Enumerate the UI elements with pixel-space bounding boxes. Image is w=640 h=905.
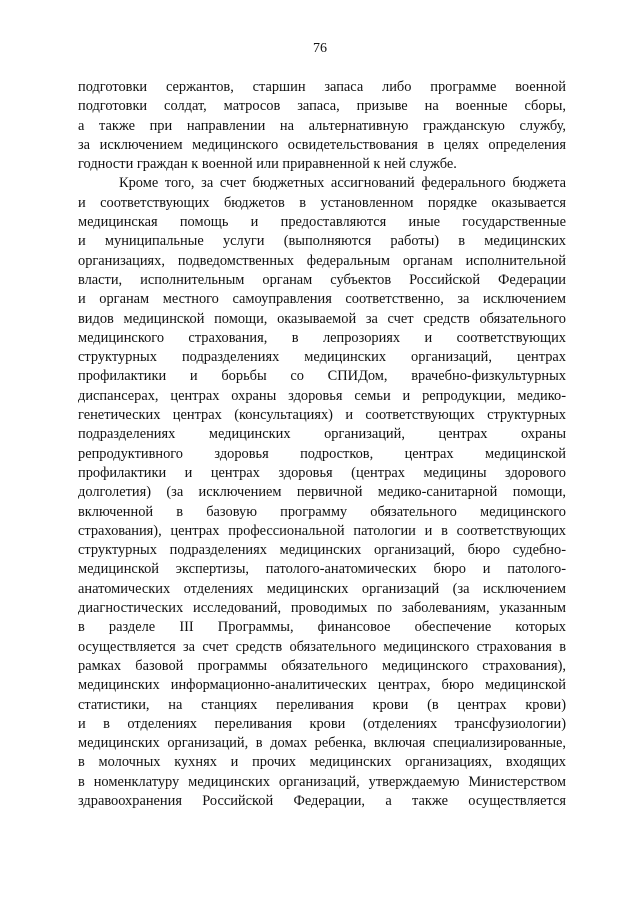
text-line: за исключением медицинского освидетельствования в целях определения xyxy=(78,136,566,153)
text-line: и в отделениях переливания крови (отделениях трансфузиологии) xyxy=(78,715,566,732)
text-line: медицинского страхования, в лепрозориях и соответствующих xyxy=(78,329,566,346)
text-line: профилактики и центрах здоровья (центрах медицины здорового xyxy=(78,464,566,481)
text-line: анатомических отделениях медицинских организаций (за исключением xyxy=(78,580,566,597)
text-line: в номенклатуру медицинских организаций, утверждаемую Министерством xyxy=(78,773,566,790)
text-line: генетических центрах (консультациях) и соответствующих структурных xyxy=(78,407,566,424)
text-line: структурных подразделениях медицинских организаций, бюро судебно- xyxy=(78,542,566,559)
text-line: подготовки солдат, матросов запаса, призыве на военные сборы, xyxy=(78,98,566,115)
text-line: медицинской экспертизы, патолого-анатомических бюро и патолого- xyxy=(78,561,566,578)
text-line: медицинских организаций, в домах ребенка, включая специализированные, xyxy=(78,735,566,752)
text-line: включенной в базовую программу обязательного медицинского xyxy=(78,503,566,520)
text-line: медицинская помощь и предоставляются иные государственные xyxy=(78,214,566,231)
text-line: и соответствующих бюджетов в установленном порядке оказывается xyxy=(78,194,566,211)
document-body xyxy=(78,78,566,811)
text-line: статистики, на станциях переливания крови (в центрах крови) xyxy=(78,696,566,713)
text-line: Кроме того, за счет бюджетных ассигнований федерального бюджета xyxy=(119,175,566,192)
text-line: в молочных кухнях и прочих медицинских организациях, входящих xyxy=(78,754,566,771)
text-line: рамках базовой программы обязательного медицинского страхования), xyxy=(78,657,566,674)
text-line: и муниципальные услуги (выполняются работы) в медицинских xyxy=(78,233,566,250)
text-line: в разделе III Программы, финансовое обеспечение которых xyxy=(78,619,566,636)
text-line: долголетия) (за исключением первичной медико-санитарной помощи, xyxy=(78,484,566,501)
text-line: а также при направлении на альтернативную гражданскую службу, xyxy=(78,117,566,134)
text-line: подразделениях медицинских организаций, центрах охраны xyxy=(78,426,566,443)
text-line: власти, исполнительным органам субъектов Российской Федерации xyxy=(78,271,566,288)
text-line: страхования), центрах профессиональной патологии и в соответствующих xyxy=(78,522,566,539)
text-line: диспансерах, центрах охраны здоровья семьи и репродукции, медико- xyxy=(78,387,566,404)
text-line: годности граждан к военной или приравненной к ней службе. xyxy=(78,156,457,173)
text-line: и органам местного самоуправления соответственно, за исключением xyxy=(78,291,566,308)
text-line: репродуктивного здоровья подростков, центрах медицинской xyxy=(78,445,566,462)
text-line: организациях, подведомственных федеральным органам исполнительной xyxy=(78,252,566,269)
page-number: 76 xyxy=(313,41,327,56)
text-line: осуществляется за счет средств обязательного медицинского страхования в xyxy=(78,638,566,655)
text-line: подготовки сержантов, старшин запаса либо программе военной xyxy=(78,79,566,95)
text-line: диагностических исследований, проводимых по заболеваниям, указанным xyxy=(78,600,566,617)
text-line: медицинских информационно-аналитических центрах, бюро медицинской xyxy=(78,677,566,694)
text-line: видов медицинской помощи, оказываемой за счет средств обязательного xyxy=(78,310,566,327)
text-line: структурных подразделениях медицинских организаций, центрах xyxy=(78,349,566,366)
text-line: профилактики и борьбы со СПИДом, врачебно-физкультурных xyxy=(78,368,566,385)
paragraph xyxy=(78,78,566,174)
paragraph xyxy=(78,174,566,811)
text-line: здравоохранения Российской Федерации, а также осуществляется xyxy=(78,792,566,809)
